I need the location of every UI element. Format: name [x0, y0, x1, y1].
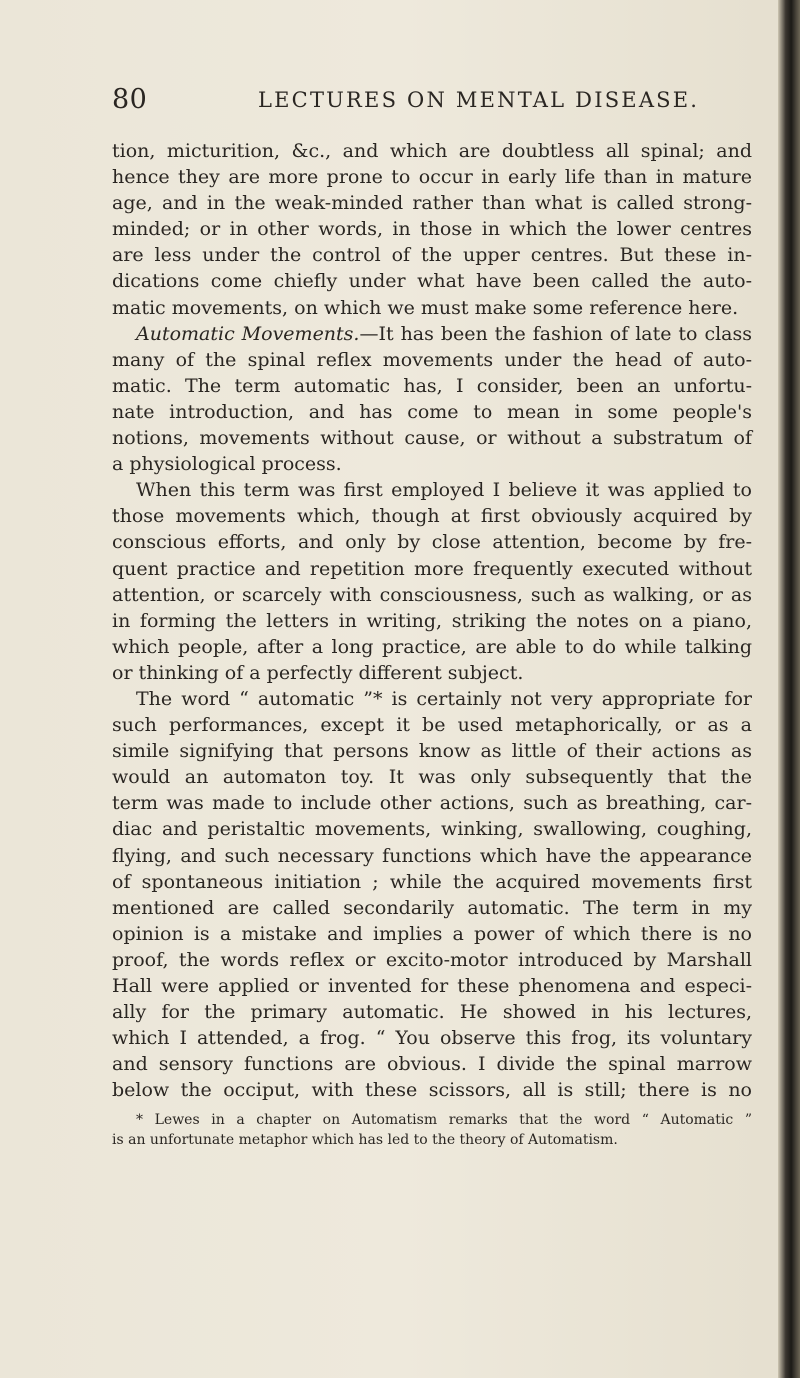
text-line: quent practice and repetition more frequently executed without — [112, 557, 752, 580]
text-line: such performances, except it be used metaphorically, or as a — [112, 714, 752, 737]
running-head: LECTURES ON MENTAL DISEASE. — [258, 88, 700, 112]
text-line: The word “ automatic ”* is certainly not very appropriate for — [136, 687, 752, 710]
footnote-line: * Lewes in a chapter on Automatism remarks that the word “ Automatic ” — [136, 1112, 752, 1128]
text-line: simile signifying that persons know as little of their actions as — [112, 740, 752, 763]
text-line: nate introduction, and has come to mean in some people's — [112, 400, 752, 423]
text-line: Hall were applied or invented for these phenomena and especi- — [112, 975, 752, 997]
text-line: term was made to include other actions, such as breathing, car- — [112, 792, 752, 815]
text-line: dications come chiefly under what have been called the auto- — [112, 270, 752, 293]
text-line: opinion is a mistake and implies a power of which there is no — [112, 922, 752, 945]
text-line: attention, or scarcely with consciousness, such as walking, or as — [112, 583, 752, 606]
text-line: those movements which, though at first obviously acquired by — [112, 505, 752, 528]
footnote-line: is an unfortunate metaphor which has led to the theory of Automatism. — [112, 1132, 618, 1148]
text-line: are less under the control of the upper centres. But these in- — [112, 244, 752, 267]
text-line: and sensory functions are obvious. I divide the spinal marrow — [112, 1053, 752, 1076]
text-line: mentioned are called secondarily automatic. The term in my — [112, 896, 752, 919]
text-line: which people, after a long practice, are able to do while talking — [112, 635, 752, 658]
text-line: many of the spinal reflex movements under the head of auto- — [112, 348, 752, 371]
text-line: or thinking of a perfectly different subject. — [112, 661, 524, 684]
text-line: age, and in the weak-minded rather than what is called strong- — [112, 192, 752, 215]
text-line: ally for the primary automatic. He showed in his lectures, — [112, 1001, 752, 1024]
text-line: a physiological process. — [112, 453, 342, 476]
text-line: hence they are more prone to occur in early life than in mature — [112, 166, 752, 189]
text-line: of spontaneous initiation ; while the acquired movements first — [112, 870, 752, 893]
page-header — [112, 84, 752, 118]
text-line: flying, and such necessary functions which have the appearance — [112, 844, 752, 867]
text-line: matic movements, on which we must make some reference here. — [112, 296, 739, 319]
text-line: tion, micturition, &c., and which are doubtless all spinal; and — [112, 140, 752, 162]
text-line: matic. The term automatic has, I consider, been an unfortu- — [112, 374, 752, 397]
text-line: notions, movements without cause, or without a substratum of — [112, 427, 752, 450]
text-line: When this term was first employed I believe it was applied to — [136, 479, 752, 502]
text-line: which I attended, a frog. “ You observe this frog, its voluntary — [112, 1027, 752, 1050]
body-text — [112, 138, 752, 1103]
section-heading-italic: Automatic Movements. — [136, 322, 360, 345]
page-edge-shadow — [778, 0, 800, 1378]
text-line: conscious efforts, and only by close attention, become by fre- — [112, 531, 752, 554]
text-line: in forming the letters in writing, striking the notes on a piano, — [112, 609, 752, 632]
text-line: proof, the words reflex or excito-motor introduced by Marshall — [112, 948, 752, 971]
text-line: would an automaton toy. It was only subsequently that the — [112, 766, 752, 789]
page-number: 80 — [112, 84, 148, 115]
text-line: minded; or in other words, in those in which the lower centres — [112, 218, 752, 241]
section-heading-line: Automatic Movements.—It has been the fashion of late to class — [136, 322, 752, 345]
text-line: below the occiput, with these scissors, all is still; there is no — [112, 1079, 752, 1102]
text-line: diac and peristaltic movements, winking, swallowing, coughing, — [112, 818, 752, 841]
footnote — [112, 1110, 752, 1150]
